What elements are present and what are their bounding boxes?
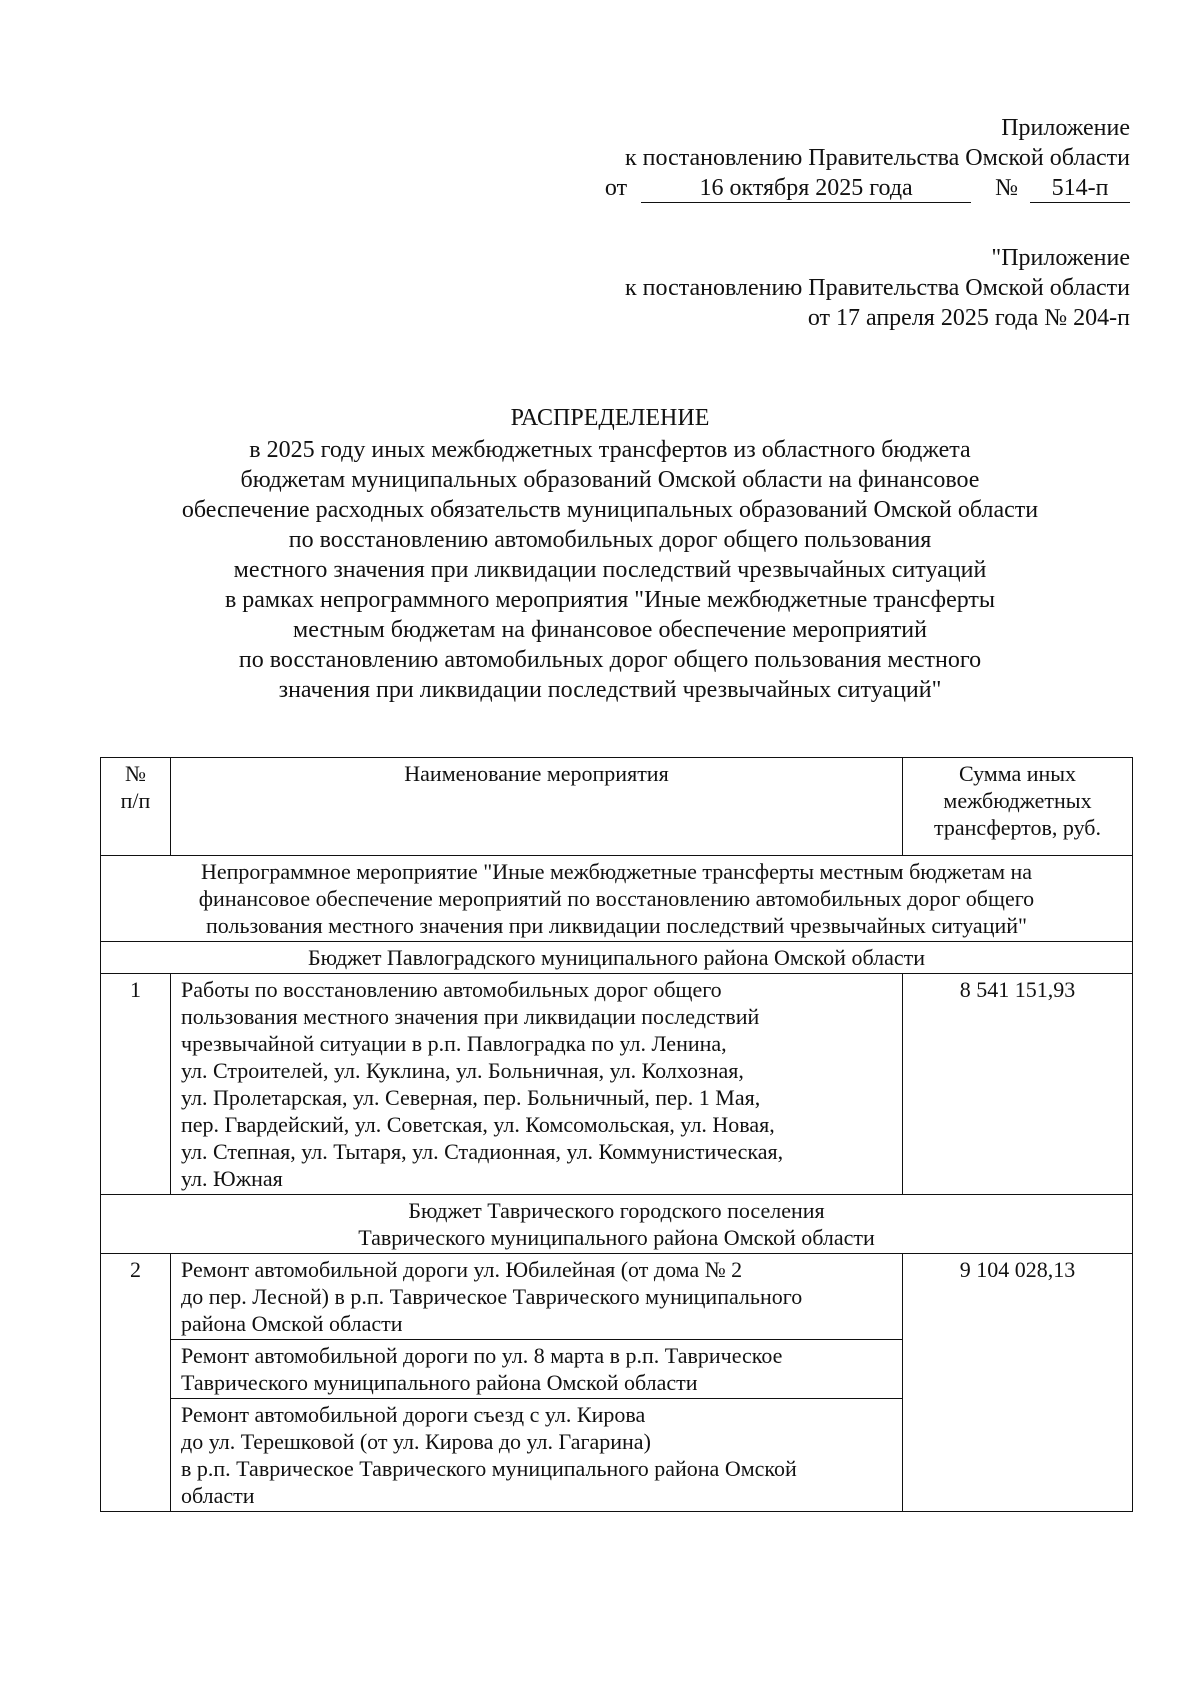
- title-line: по восстановлению автомобильных дорог общего пользования: [288, 527, 932, 553]
- program-row: [101, 856, 1133, 942]
- program-line: финансовое обеспечение мероприятий по восстановлению автомобильных дорог общего: [198, 886, 1035, 911]
- budget-line: Бюджет Таврического городского поселения: [408, 1198, 825, 1223]
- title-line: местного значения при ликвидации последствий чрезвычайных ситуаций: [233, 557, 987, 583]
- row-name-line: ул. Пролетарская, ул. Северная, пер. Больничный, пер. 1 Мая,: [181, 1085, 761, 1110]
- budget-cell-tavricheskoe: [101, 1195, 1133, 1254]
- row-sum: 9 104 028,13: [903, 1254, 1133, 1512]
- header-number: [101, 758, 171, 856]
- row-name-line: до ул. Терешковой (от ул. Кирова до ул. Гагарина): [181, 1429, 651, 1454]
- appendix-current-date-line: [605, 173, 1130, 203]
- row-name-line: ул. Южная: [181, 1166, 283, 1191]
- title-line: местным бюджетам на финансовое обеспечение мероприятий: [293, 617, 927, 643]
- row-name: [171, 974, 903, 1195]
- document-title: [90, 403, 1130, 705]
- row-name-line: пользования местного значения при ликвидации последствий: [181, 1004, 760, 1029]
- row-name-line: пер. Гвардейский, ул. Советская, ул. Комсомольская, ул. Новая,: [181, 1112, 775, 1137]
- row-name-line: Ремонт автомобильной дороги по ул. 8 марта в р.п. Таврическое: [181, 1343, 783, 1368]
- row-name: [171, 1399, 903, 1512]
- appendix-current-resolution: к постановлению Правительства Омской области: [624, 145, 1130, 171]
- distribution-table: [100, 757, 1133, 1512]
- row-number: 1: [101, 974, 171, 1195]
- header-number-abbr: п/п: [120, 788, 151, 813]
- appendix-previous-label: "Приложение: [991, 245, 1130, 271]
- header-sum-line: Сумма иных: [958, 761, 1077, 786]
- row-name-line: Ремонт автомобильной дороги съезд с ул. Кирова: [181, 1402, 646, 1427]
- row-sum: 8 541 151,93: [903, 974, 1133, 1195]
- row-name: [171, 1340, 903, 1399]
- title-line: в рамках непрограммного мероприятия "Иные межбюджетные трансферты: [224, 587, 996, 613]
- row-name-line: области: [181, 1483, 255, 1508]
- appendix-from-prefix: от: [604, 175, 628, 201]
- appendix-previous-resolution: к постановлению Правительства Омской области: [624, 275, 1130, 301]
- appendix-date: 16 октября 2025 года: [641, 174, 971, 203]
- row-name: [171, 1254, 903, 1340]
- appendix-current: [605, 113, 1130, 203]
- appendix-number-sign: №: [995, 175, 1018, 201]
- header-sum-line: трансфертов, руб.: [933, 815, 1101, 840]
- row-name-line: Таврического муниципального района Омской области: [181, 1370, 698, 1395]
- row-name-line: до пер. Лесной) в р.п. Таврическое Таврического муниципального: [181, 1284, 803, 1309]
- appendix-previous-date: от 17 апреля 2025 года № 204-п: [807, 305, 1130, 331]
- header-name: Наименование мероприятия: [171, 758, 903, 856]
- table-row: [101, 1254, 1133, 1340]
- title-line: в 2025 году иных межбюджетных трансфертов из областного бюджета: [249, 437, 971, 463]
- table-row: [101, 974, 1133, 1195]
- header-sum-line: межбюджетных: [943, 788, 1092, 813]
- title-heading: РАСПРЕДЕЛЕНИЕ: [510, 405, 710, 431]
- row-name-line: Ремонт автомобильной дороги ул. Юбилейная (от дома № 2: [181, 1257, 743, 1282]
- row-name-line: в р.п. Таврическое Таврического муниципального района Омской: [181, 1456, 797, 1481]
- program-line: пользования местного значения при ликвидации последствий чрезвычайных ситуаций": [205, 913, 1027, 938]
- budget-cell-pavlograd: [101, 942, 1133, 974]
- title-line: по восстановлению автомобильных дорог общего пользования местного: [238, 647, 982, 673]
- appendix-current-label: Приложение: [1001, 115, 1130, 141]
- budget-line: Таврического муниципального района Омской области: [358, 1225, 875, 1250]
- appendix-number: 514-п: [1030, 174, 1130, 203]
- title-line: обеспечение расходных обязательств муниципальных образований Омской области: [181, 497, 1039, 523]
- program-line: Непрограммное мероприятие "Иные межбюджетные трансферты местным бюджетам на: [200, 859, 1033, 884]
- header-sum: [903, 758, 1133, 856]
- row-name-line: района Омской области: [181, 1311, 403, 1336]
- row-name-line: чрезвычайной ситуации в р.п. Павлоградка по ул. Ленина,: [181, 1031, 727, 1056]
- program-cell: [101, 856, 1133, 942]
- title-line: значения при ликвидации последствий чрезвычайных ситуаций": [278, 677, 942, 703]
- row-name-line: ул. Степная, ул. Тытаря, ул. Стадионная, ул. Коммунистическая,: [181, 1139, 784, 1164]
- budget-row: [101, 1195, 1133, 1254]
- title-line: бюджетам муниципальных образований Омской области на финансовое: [240, 467, 980, 493]
- appendix-previous: [625, 243, 1130, 333]
- row-number: 2: [101, 1254, 171, 1512]
- row-name-line: Работы по восстановлению автомобильных дорог общего: [181, 977, 722, 1002]
- row-name-line: ул. Строителей, ул. Куклина, ул. Больничная, ул. Колхозная,: [181, 1058, 744, 1083]
- budget-line: Бюджет Павлоградского муниципального района Омской области: [308, 945, 925, 970]
- header-number-sign: №: [125, 761, 146, 786]
- budget-row: [101, 942, 1133, 974]
- table-header-row: [101, 758, 1133, 856]
